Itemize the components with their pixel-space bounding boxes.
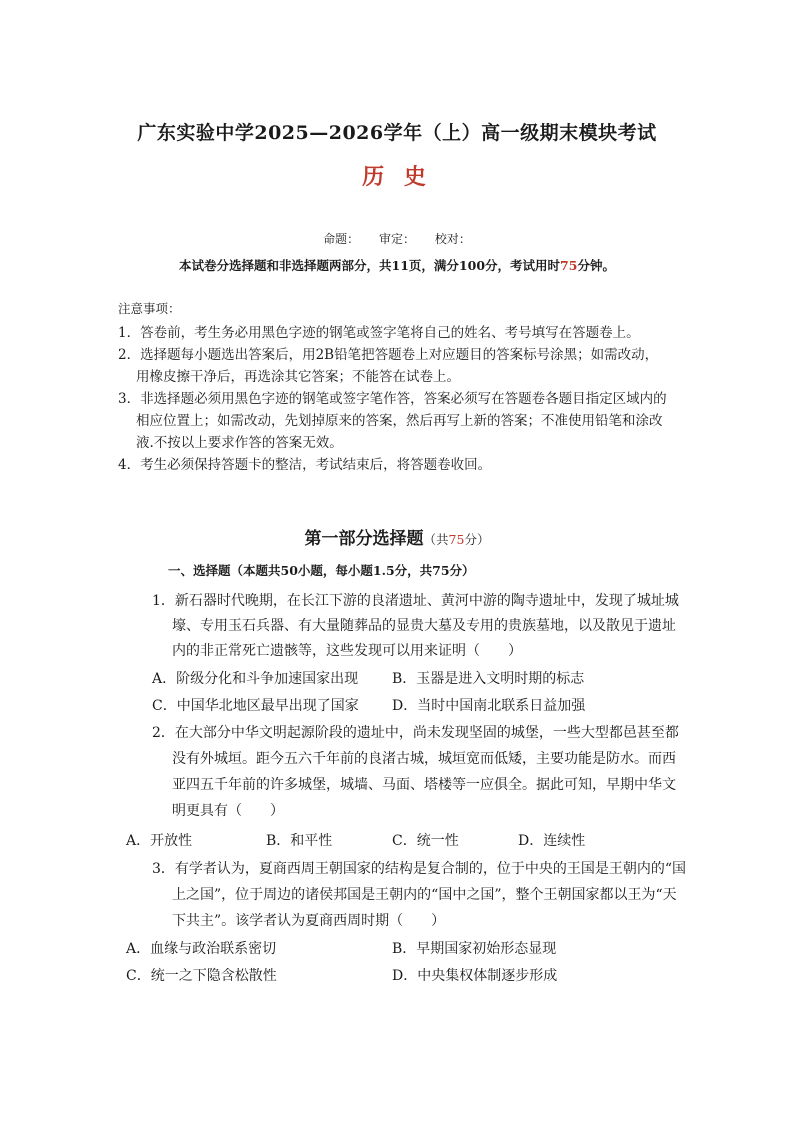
question-line: 内的非正常死亡遗骸等，这些发现可以用来证明（ ） [172, 643, 522, 659]
answer-option: D．中央集权体制逐步形成 [392, 968, 558, 984]
question-line: 3．有学者认为，夏商西周王朝国家的结构是复合制的，位于中央的王国是王朝内的“国 [152, 861, 687, 877]
credits-line [0, 230, 794, 247]
notice-line: 液.不按以上要求作答的答案无效。 [136, 435, 343, 451]
notice-line: 2．选择题每小题选出答案后，用2B铅笔把答题卷上对应题目的答案标号涂黑；如需改动， [118, 347, 659, 363]
credit-proposer: 命题： [323, 232, 360, 246]
answer-option: A．血缘与政治联系密切 [126, 941, 277, 957]
section-title [0, 524, 794, 549]
intro-minutes: 75 [560, 258, 578, 273]
notice-heading: 注意事项： [118, 301, 181, 316]
section-title-text: 第一部分选择题 [304, 529, 424, 549]
notice-line: 相应位置上；如需改动，先划掉原来的答案，然后再写上新的答案；不准使用铅笔和涂改 [136, 413, 663, 429]
notice-line: 用橡皮擦干净后，再选涂其它答案；不能答在试卷上。 [136, 369, 460, 385]
credit-proofreader: 校对： [434, 232, 471, 246]
answer-option: D．当时中国南北联系日益加强 [392, 698, 586, 714]
question-line: 2．在大部分中华文明起源阶段的遗址中，尚未发现坚固的城堡，一些大型都邑甚至都 [152, 725, 679, 741]
notice-line: 1．答卷前，考生务必用黑色字迹的钢笔或签字笔将自己的姓名、考号填写在答题卷上。 [118, 325, 640, 341]
notice-line: 4．考生必须保持答题卡的整洁，考试结束后，将答题卷收回。 [118, 457, 492, 473]
question-line: 没有外城垣。距今五六千年前的良渚古城，城垣宽而低矮，主要功能是防水。而西 [172, 751, 676, 767]
question-line: 1．新石器时代晚期，在长江下游的良渚遗址、黄河中游的陶寺遗址中，发现了城址城 [152, 593, 679, 609]
answer-option: C．中国华北地区最早出现了国家 [152, 698, 359, 714]
answer-option: A．开放性 [126, 833, 193, 849]
intro-prefix: 本试卷分选择题和非选择题两部分，共11页，满分100分，考试用时 [179, 258, 561, 273]
question-line: 上之国”，位于周边的诸侯邦国是王朝内的“国中之国”，整个王朝国家都以王为“天 [172, 887, 677, 903]
subject-title: 历 史 [362, 164, 432, 190]
credit-reviewer: 审定： [378, 232, 415, 246]
answer-option: B．和平性 [266, 833, 333, 849]
part-heading: 一、选择题（本题共50小题，每小题1.5分，共75分） [168, 563, 475, 578]
question-line: 下共主”。该学者认为夏商西周时期（ ） [172, 913, 446, 929]
question-line: 亚四五千年前的许多城堡，城墙、马面、塔楼等一应俱全。据此可知，早期中华文 [172, 777, 676, 793]
question-line: 明更具有（ ） [172, 803, 284, 819]
section-points-value: 75 [448, 532, 465, 547]
section-points-suffix: 分） [464, 532, 490, 547]
question-line: 壕、专用玉石兵器、有大量随葬品的显贵大墓及专用的贵族墓地，以及散见于遗址 [172, 618, 676, 634]
intro-suffix: 分钟。 [577, 258, 615, 273]
notice-line: 3．非选择题必须用黑色字迹的钢笔或签字笔作答，答案必须写在答题卷各题目指定区域内的 [118, 391, 667, 407]
answer-option: A．阶级分化和斗争加速国家出现 [152, 671, 359, 687]
answer-option: B．玉器是进入文明时期的标志 [392, 671, 585, 687]
answer-option: C．统一之下隐含松散性 [126, 968, 277, 984]
answer-option: C．统一性 [392, 833, 459, 849]
exam-title: 广东实验中学2025—2026学年（上）高一级期末模块考试 [137, 122, 657, 144]
section-points-prefix: （共 [423, 532, 449, 547]
answer-option: B．早期国家初始形态显现 [392, 941, 557, 957]
exam-intro [0, 256, 794, 274]
answer-option: D．连续性 [518, 833, 586, 849]
